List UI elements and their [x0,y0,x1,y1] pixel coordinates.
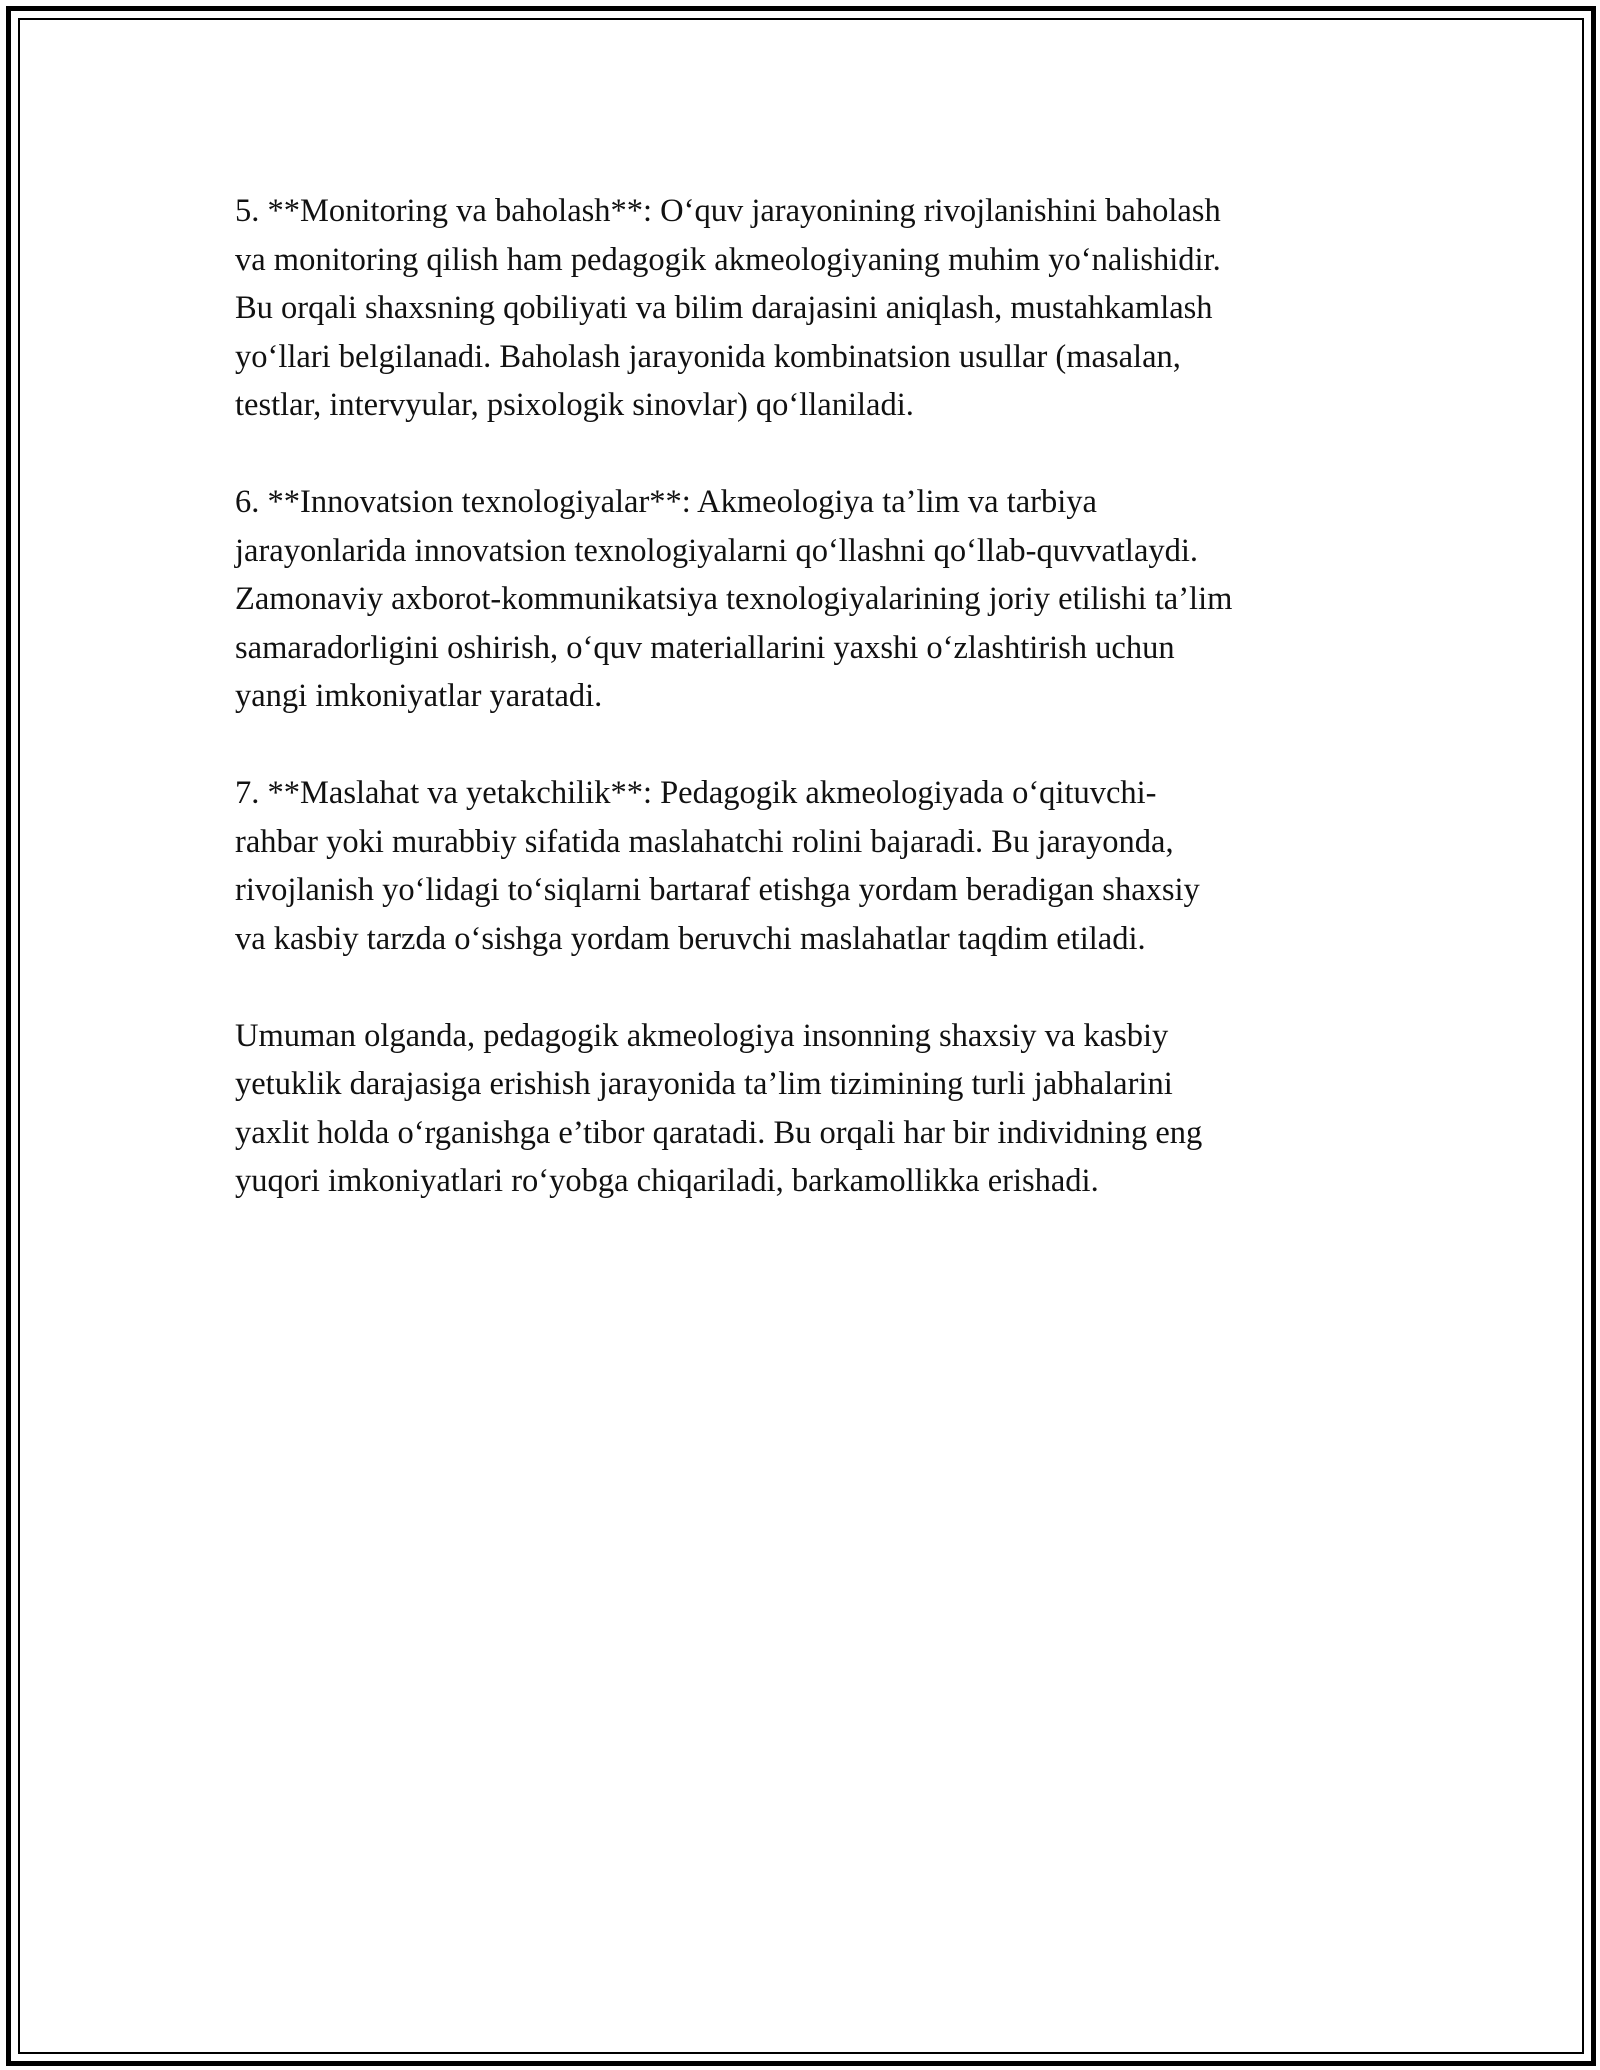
text-line: testlar, intervyular, psixologik sinovlar) qo‘llaniladi. [235,387,914,423]
text-line: yetuklik darajasiga erishish jarayonida ta’lim tizimining turli jabhalarini [235,1066,1173,1102]
text-line: 7. **Maslahat va yetakchilik**: Pedagogik akmeologiyada o‘qituvchi- [235,775,1157,811]
text-line: Bu orqali shaxsning qobiliyati va bilim darajasini aniqlash, mustahkamlash [235,290,1213,326]
text-line: Zamonaviy axborot-kommunikatsiya texnologiyalarining joriy etilishi ta’lim [235,581,1233,617]
paragraph-monitoring [235,187,1415,430]
text-line: Umuman olganda, pedagogik akmeologiya insonning shaxsiy va kasbiy [235,1017,1169,1054]
text-line: va kasbiy tarzda o‘sishga yordam beruvchi maslahatlar taqdim etiladi. [235,920,1146,957]
text-line: yo‘llari belgilanadi. Baholash jarayonida kombinatsion usullar (masalan, [235,338,1181,375]
paragraph-innovation [235,478,1415,721]
text-line: rivojlanish yo‘lidagi to‘siqlarni bartaraf etishga yordam beradigan shaxsiy [235,872,1200,908]
text-line: jarayonlarida innovatsion texnologiyalarni qo‘llashni qo‘llab-quvvatlaydi. [235,532,1199,569]
text-line: samaradorligini oshirish, o‘quv materiallarini yaxshi o‘zlashtirish uchun [235,629,1175,666]
document-body [235,187,1415,1254]
paragraph-conclusion [235,1012,1415,1206]
text-line: 5. **Monitoring va baholash**: O‘quv jarayonining rivojlanishini baholash [235,193,1221,229]
text-line: va monitoring qilish ham pedagogik akmeologiyaning muhim yo‘nalishidir. [235,241,1221,278]
text-line: 6. **Innovatsion texnologiyalar**: Akmeologiya ta’lim va tarbiya [235,484,1097,520]
text-line: rahbar yoki murabbiy sifatida maslahatchi rolini bajaradi. Bu jarayonda, [235,823,1174,860]
text-line: yaxlit holda o‘rganishga e’tibor qaratadi. Bu orqali har bir individning eng [235,1114,1203,1151]
text-line: yangi imkoniyatlar yaratadi. [235,678,603,714]
paragraph-mentoring [235,769,1415,963]
text-line: yuqori imkoniyatlari ro‘yobga chiqariladi, barkamollikka erishadi. [235,1163,1099,1199]
